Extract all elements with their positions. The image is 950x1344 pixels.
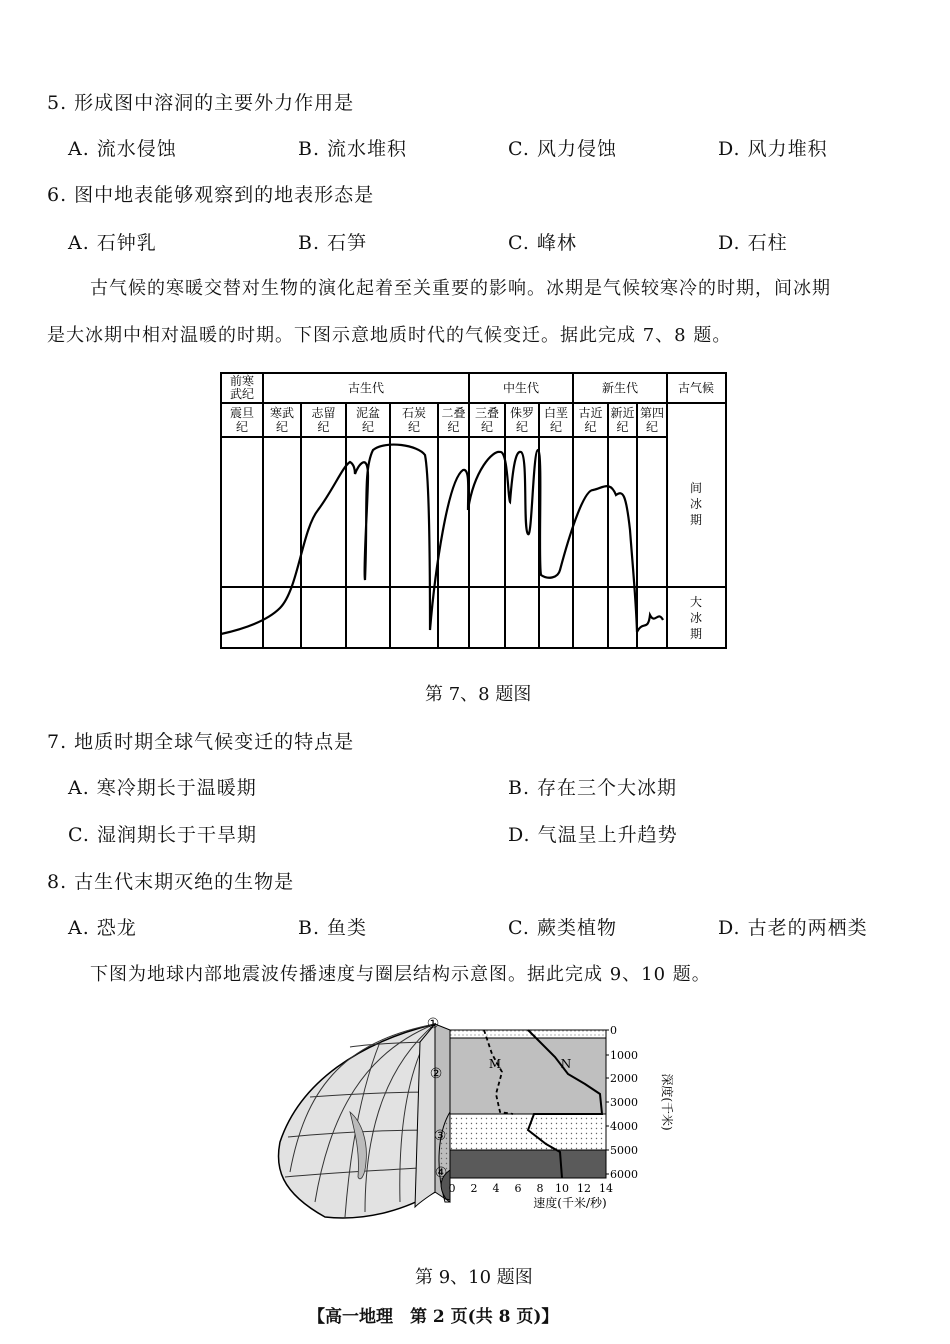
q6-option-c: C. 峰林 xyxy=(508,232,577,254)
depth-tick: 0 xyxy=(610,1024,617,1037)
period-labels xyxy=(230,405,664,434)
depth-axis-label: 深度(千米) xyxy=(660,1073,674,1131)
q6-stem: 6. 图中地表能够观察到的地表形态是 xyxy=(47,184,375,206)
layer-mark-1: ① xyxy=(426,1016,440,1032)
era-precambrian: 前寒武纪 xyxy=(229,374,255,401)
intro78-line1: 古气候的寒暖交替对生物的演化起着至关重要的影响。冰期是气候较寒冷的时期，间冰期 xyxy=(90,278,831,299)
q7-option-c: C. 湿润期长于干旱期 xyxy=(68,824,257,846)
depth-tick: 2000 xyxy=(610,1072,638,1085)
speed-tick: 6 xyxy=(514,1182,522,1195)
q5-option-b: B. 流水堆积 xyxy=(298,138,408,160)
speed-tick: 14 xyxy=(599,1182,613,1195)
q7-option-d: D. 气温呈上升趋势 xyxy=(508,824,678,846)
speed-tick: 8 xyxy=(536,1182,544,1195)
interglacial-label: 间冰期 xyxy=(689,481,703,527)
seismic-wave-diagram xyxy=(270,1002,690,1232)
paleoclimate-header: 古气候 xyxy=(677,381,715,395)
q5-option-a: A. 流水侵蚀 xyxy=(68,138,177,160)
speed-tick: 4 xyxy=(492,1182,500,1195)
layer-mark-4: ④ xyxy=(434,1165,448,1181)
q8-option-a: A. 恐龙 xyxy=(68,917,137,939)
speed-tick: 12 xyxy=(577,1182,591,1195)
climate-curve xyxy=(221,445,663,634)
q7-option-a: A. 寒冷期长于温暖期 xyxy=(68,777,257,799)
period-label: 第四纪 xyxy=(639,406,665,434)
era-mesozoic: 中生代 xyxy=(502,381,540,395)
ice-age-label: 大冰期 xyxy=(689,595,703,641)
period-label: 泥盆纪 xyxy=(355,406,381,434)
period-label: 三叠纪 xyxy=(474,406,500,434)
depth-tick: 1000 xyxy=(610,1049,638,1062)
intro910-line1: 下图为地球内部地震波传播速度与圈层结构示意图。据此完成 9、10 题。 xyxy=(90,964,711,985)
depth-tick: 4000 xyxy=(610,1120,638,1133)
depth-tick: 6000 xyxy=(610,1168,638,1181)
globe-cutaway xyxy=(278,1024,450,1218)
q8-option-d: D. 古老的两栖类 xyxy=(718,917,868,939)
era-paleozoic: 古生代 xyxy=(347,381,385,395)
velocity-depth-graph xyxy=(450,1030,606,1178)
q8-option-b: B. 鱼类 xyxy=(298,917,368,939)
layer-mark-2: ② xyxy=(429,1066,443,1082)
period-label: 寒武纪 xyxy=(269,406,295,434)
q6-option-d: D. 石柱 xyxy=(718,232,788,254)
wave-label-m: M xyxy=(488,1057,502,1071)
era-cenozoic: 新生代 xyxy=(601,381,639,395)
period-label: 震旦纪 xyxy=(229,406,255,434)
q8-stem: 8. 古生代末期灭绝的生物是 xyxy=(47,871,295,893)
page-footer: 【高一地理 第 2 页(共 8 页)】 xyxy=(308,1307,559,1327)
period-label: 石炭纪 xyxy=(401,406,427,434)
depth-tick: 5000 xyxy=(610,1144,638,1157)
intro78-line2: 是大冰期中相对温暖的时期。下图示意地质时代的气候变迁。据此完成 7、8 题。 xyxy=(47,325,732,346)
depth-tick: 3000 xyxy=(610,1096,638,1109)
fig78-caption: 第 7、8 题图 xyxy=(425,684,532,705)
speed-tick: 10 xyxy=(555,1182,569,1195)
layer-mark-3: ③ xyxy=(433,1128,447,1144)
period-label: 古近纪 xyxy=(578,406,603,434)
period-label: 侏罗纪 xyxy=(509,406,535,434)
q7-stem: 7. 地质时期全球气候变迁的特点是 xyxy=(47,731,355,753)
speed-axis-label: 速度(千米/秒) xyxy=(533,1196,607,1210)
climate-change-chart xyxy=(218,370,730,652)
period-label: 二叠纪 xyxy=(441,406,466,434)
speed-tick: 0 xyxy=(448,1182,456,1195)
speed-axis-ticks xyxy=(449,1182,614,1195)
period-label: 白垩纪 xyxy=(543,406,569,434)
depth-axis-ticks xyxy=(606,1024,638,1181)
speed-tick: 2 xyxy=(470,1182,478,1195)
q5-stem: 5. 形成图中溶洞的主要外力作用是 xyxy=(47,92,355,114)
wave-label-n: N xyxy=(560,1057,572,1071)
period-label: 新近纪 xyxy=(610,406,635,434)
q7-option-b: B. 存在三个大冰期 xyxy=(508,777,678,799)
q6-option-b: B. 石笋 xyxy=(298,232,368,254)
q5-option-c: C. 风力侵蚀 xyxy=(508,138,617,160)
fig910-caption: 第 9、10 题图 xyxy=(415,1267,533,1288)
q8-option-c: C. 蕨类植物 xyxy=(508,917,617,939)
period-label: 志留纪 xyxy=(311,406,336,434)
q5-option-d: D. 风力堆积 xyxy=(718,138,828,160)
q6-option-a: A. 石钟乳 xyxy=(68,232,157,254)
